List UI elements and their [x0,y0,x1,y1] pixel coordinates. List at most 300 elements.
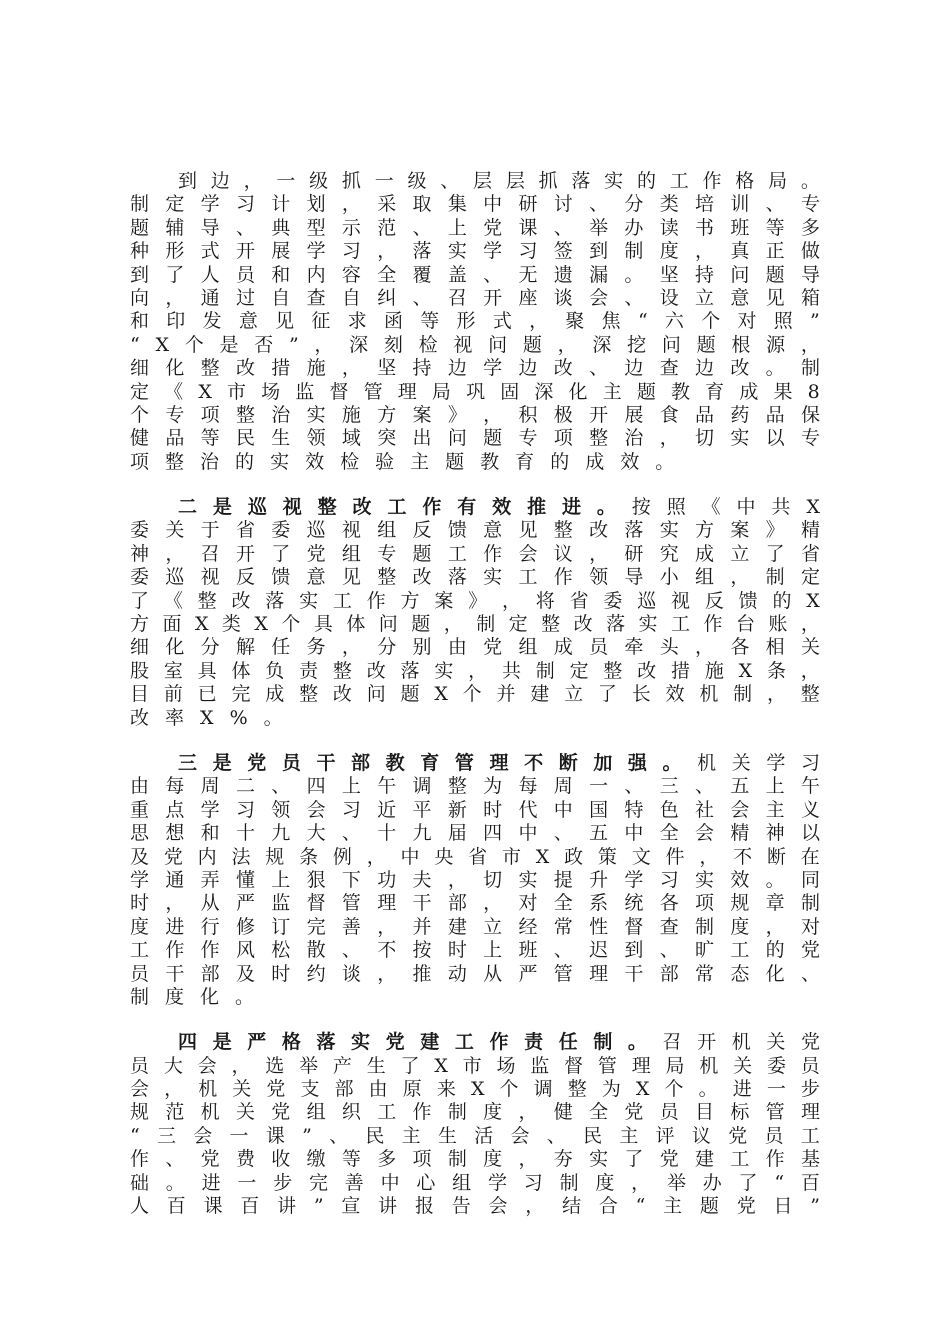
text-char: 整 [197,589,217,612]
text-char: 特 [624,798,644,821]
text-char: 新 [447,798,467,821]
text-char: 个 [499,1078,519,1101]
text-char: ， [377,962,397,985]
text-char: ， [695,636,715,659]
text-char: 通 [200,286,220,309]
text-char: 场 [261,380,281,403]
text-char: 落 [606,613,626,636]
text-char: ， [341,636,361,659]
text-char: 习 [659,868,679,891]
text-char: 过 [235,286,255,309]
text-char: “ [637,310,648,333]
text-char: 制 [695,915,715,938]
text-char: 推 [412,962,432,985]
text-char: 查 [306,286,326,309]
text-char: 党 [659,1148,679,1171]
text-char: 题 [765,263,785,286]
text-char: 党 [483,216,503,239]
text-char: 实 [483,566,503,589]
text-char: 正 [765,240,785,263]
text-char: 报 [414,1195,434,1218]
text-char: 党 [728,1124,748,1147]
text-char: 由 [130,775,150,798]
heading-char: 任 [558,1031,578,1054]
text-char: 机 [198,1078,218,1101]
text-line [130,170,820,193]
text-char: 成 [585,450,605,473]
text-char: 党 [736,1195,756,1218]
text-char: 专 [800,193,820,216]
text-char: 民 [365,1124,385,1147]
text-char: 实 [589,1148,609,1171]
text-char: 焦 [601,310,621,333]
text-char: 会 [730,798,750,821]
text-char: 工 [671,613,691,636]
text-char: 改 [730,357,750,380]
text-char: 中 [380,1171,400,1194]
text-char: ” [302,1124,312,1147]
text-char: 分 [200,636,220,659]
text-char: 制 [535,659,555,682]
heading-char: 是 [212,1031,232,1054]
text-char: 实 [695,868,715,891]
text-char: 立 [564,683,584,706]
text-char: 整 [200,357,220,380]
text-char: ， [659,427,679,450]
text-char: 每 [165,775,185,798]
text-char: 题 [699,1195,719,1218]
text-char: 聚 [565,310,585,333]
text-char: 开 [589,403,609,426]
text-char: ， [557,333,577,356]
text-char: 中 [624,822,644,845]
text-char: 迟 [589,939,609,962]
text-char: 成 [553,636,573,659]
text-char: ， [468,659,488,682]
text-char: 定 [508,613,528,636]
text-char: 体 [231,659,251,682]
text-char: ， [377,915,397,938]
text-char: 党 [266,1078,286,1101]
text-char: 巡 [306,519,326,542]
text-char: 成 [695,542,715,565]
text-line [130,496,820,519]
text-char: 具 [313,613,333,636]
text-char: 化 [765,962,785,985]
text-char: 深 [592,333,612,356]
text-char: “ [635,1195,646,1218]
text-char: 无 [518,263,538,286]
text-char: 重 [130,798,150,821]
text-char: 松 [271,939,291,962]
text-char: 求 [347,310,367,333]
text-char: 党 [271,1101,291,1124]
text-char: 层 [505,170,525,192]
text-char: 规 [265,845,285,868]
text-char: 机 [731,1031,751,1054]
text-char: 域 [341,427,361,450]
text-char: 理 [631,1054,651,1077]
text-char: 大 [306,822,326,845]
text-char: 、 [546,1124,566,1147]
text-char: 章 [765,892,785,915]
text-char: 和 [271,263,291,286]
text-char: 盖 [447,263,467,286]
heading-char: 作 [489,1031,509,1054]
text-line [130,963,820,986]
text-char: 委 [766,1054,786,1077]
text-char: 签 [553,240,573,263]
text-char: 化 [165,636,185,659]
text-char: 干 [412,892,432,915]
text-char: 善 [344,1171,364,1194]
text-char: 积 [518,403,538,426]
text-char: 题 [696,333,716,356]
text-char: 负 [265,659,285,682]
text-char: 了 [624,1148,644,1171]
heading-char: 改 [352,496,372,519]
text-char: 人 [200,263,220,286]
text-char: 项 [130,450,150,473]
text-char: 馈 [271,566,291,589]
text-char: 组 [341,542,361,565]
text-char: 育 [705,380,725,403]
text-line [130,799,820,822]
text-char: % [229,706,248,729]
text-char: 省 [468,845,488,868]
text-char: 定 [130,380,150,403]
text-char: 办 [624,216,644,239]
text-char: 头 [659,636,679,659]
text-char: X [200,706,214,729]
text-char: 到 [130,263,150,286]
text-char: 整 [541,613,561,636]
text-char: 、 [553,939,573,962]
text-char: 落 [265,589,285,612]
text-char: 整 [589,427,609,450]
text-char: 意 [306,566,326,589]
text-char: 刻 [383,333,403,356]
text-char: 不 [733,845,753,868]
text-char: 作 [702,170,722,192]
text-char: 一 [766,1078,786,1101]
text-char: 狠 [306,868,326,891]
text-char: 中 [483,193,503,216]
text-char: 的 [636,170,656,192]
text-char: 管 [765,1101,785,1124]
text-char: 国 [589,798,609,821]
text-char: 边 [695,357,715,380]
text-char: 作 [165,939,185,962]
text-char: 省 [800,542,820,565]
text-char: 对 [518,892,538,915]
text-char: ， [766,683,786,706]
heading-char: 党 [247,751,267,774]
text-char: 工 [518,566,538,589]
heading-char: 管 [454,751,474,774]
heading-char: 断 [558,751,578,774]
text-char: 上 [341,775,361,798]
text-char: 收 [271,1148,291,1171]
text-char: 会 [518,542,538,565]
text-char: X [470,1078,485,1101]
text-char: 持 [412,357,432,380]
text-char: 、 [624,775,644,798]
text-char: 结 [562,1195,582,1218]
text-char: 对 [800,915,820,938]
text-char: 产 [332,1054,352,1077]
text-char: 、 [271,775,291,798]
text-char: 。 [765,868,785,891]
heading-char: 是 [212,751,232,774]
text-char: 式 [200,240,220,263]
text-line [130,590,820,613]
text-char: 一 [276,170,296,192]
text-char: ， [483,892,503,915]
text-char: 照 [773,310,793,333]
text-char: 改 [231,589,251,612]
text-char: 三 [156,1124,176,1147]
text-line [130,775,820,798]
text-char: 作 [200,939,220,962]
text-char: 别 [412,636,432,659]
text-char: 态 [730,962,750,985]
text-char: 习 [523,1171,543,1194]
text-char: 思 [130,822,150,845]
text-char: 项 [200,403,220,426]
text-char: 问 [730,263,750,286]
text-char: 午 [377,775,397,798]
text-char: 二 [235,775,255,798]
text-char: 等 [765,216,785,239]
text-char: 人 [130,1195,150,1218]
text-char: 整 [553,519,573,542]
text-char: 开 [483,286,503,309]
heading-char: 部 [351,751,371,774]
text-char: 社 [695,798,715,821]
text-char: 各 [659,892,679,915]
text-char: 学 [483,240,503,263]
text-char: 问 [488,333,508,356]
text-char: 关 [232,1078,252,1101]
text-char: 。 [698,1078,718,1101]
text-char: 股 [130,659,150,682]
text-char: 实 [447,240,467,263]
text-char: 根 [731,333,751,356]
text-char: 健 [553,1101,573,1124]
text-char: 制 [624,240,644,263]
text-char: ， [518,1101,538,1124]
text-char: 、 [695,775,715,798]
text-char: 干 [165,962,185,985]
text-char: 边 [447,357,467,380]
text-char: 会 [197,1054,217,1077]
text-char: 共 [501,659,521,682]
text-char: 深 [534,380,554,403]
text-line [130,660,820,683]
text-line [130,451,820,474]
text-char: 午 [800,775,820,798]
text-char: 部 [659,962,679,985]
text-char: 议 [553,542,573,565]
text-char: 民 [235,427,255,450]
text-char: 党 [800,939,820,962]
text-char: 展 [624,403,644,426]
text-char: 建 [695,1148,715,1171]
heading-char: 。 [662,751,682,774]
text-char: 题 [445,450,465,473]
text-char: 及 [235,962,255,985]
text-char: 组 [306,1101,326,1124]
text-char: 全 [377,263,397,286]
text-char: 否 [254,333,274,356]
text-char: 点 [165,798,185,821]
text-char: 组 [452,1171,472,1194]
text-line [130,1078,820,1101]
text-char: 施 [306,357,326,380]
text-char: 效 [620,450,640,473]
text-char: 民 [583,1124,603,1147]
text-char: 项 [695,892,715,915]
text-char: 制 [447,1148,467,1171]
text-line [130,1031,820,1054]
text-char: 学 [130,868,150,891]
text-char: 关 [165,519,185,542]
text-char: 省 [569,589,589,612]
text-char: 实 [434,659,454,682]
text-char: 性 [589,915,609,938]
text-char: 了 [271,542,291,565]
text-char: 改 [637,659,657,682]
text-char: 保 [800,403,820,426]
text-char: 制 [130,985,150,1008]
text-char: 九 [412,822,432,845]
text-char: 视 [453,333,473,356]
text-char: 委 [130,519,150,542]
text-char: 专 [518,427,538,450]
text-char: 做 [800,240,820,263]
text-char: 题 [636,380,656,403]
text-char: 整 [299,683,319,706]
text-char: 深 [349,333,369,356]
text-char: 生 [366,1054,386,1077]
text-char: 选 [265,1054,285,1077]
text-char: 一 [589,775,609,798]
text-char: 心 [416,1171,436,1194]
text-line [130,939,820,962]
text-char: 届 [447,822,467,845]
text-char: 党 [163,845,183,868]
text-char: 室 [163,659,183,682]
text-char: 工 [730,1148,750,1171]
text-char: 整 [800,683,820,706]
text-char: 周 [200,775,220,798]
text-char: ” [288,333,299,356]
text-char: 题 [412,542,432,565]
text-char: 内 [306,263,326,286]
text-char: 文 [631,845,651,868]
text-char: “ [130,333,140,356]
text-char: 实 [306,403,326,426]
text-char: 视 [671,589,691,612]
text-char: 合 [598,1195,618,1218]
text-char: 、 [589,193,609,216]
text-line [130,752,820,775]
text-char: 将 [535,589,555,612]
text-char: 中 [400,845,420,868]
text-char: 办 [702,1171,722,1194]
text-char: 会 [589,286,609,309]
text-char: 善 [341,915,361,938]
text-char: 务 [306,636,326,659]
text-char: 学 [624,868,644,891]
text-char: 时 [483,798,503,821]
text-char: 机 [697,751,717,774]
text-char: 意 [483,519,503,542]
text-char: 制 [559,1171,579,1194]
text-char: 实 [270,450,290,473]
text-char: 个 [664,1078,684,1101]
text-char: 真 [730,240,750,263]
text-char: 措 [271,357,291,380]
text-char: 一 [237,1171,257,1194]
text-char: 发 [202,310,222,333]
text-char: 定 [165,193,185,216]
text-char: 了 [738,1171,758,1194]
text-char: 、 [341,939,361,962]
text-char: ， [231,1054,251,1077]
text-char: 监 [530,1054,550,1077]
text-char: 成 [739,380,759,403]
text-char: 不 [377,939,397,962]
text-char: 础 [130,1171,150,1194]
text-char: 改 [366,659,386,682]
text-char: 等 [420,310,440,333]
text-char: 内 [197,845,217,868]
text-char: 、 [659,939,679,962]
text-char: 问 [378,613,398,636]
text-char: 落 [412,240,432,263]
text-char: 课 [518,216,538,239]
text-char: 解 [235,636,255,659]
text-char: 个 [462,683,482,706]
text-char: 改 [573,613,593,636]
text-char: 告 [451,1195,471,1218]
text-char: 型 [306,216,326,239]
text-char: 时 [447,939,467,962]
text-char: 组 [518,636,538,659]
text-char: 。 [235,985,255,1008]
text-char: 落 [447,566,467,589]
text-char: 落 [624,519,644,542]
text-char: 个 [184,333,204,356]
text-char: 动 [447,962,467,985]
text-char: 制 [800,357,820,380]
text-char: 展 [271,240,291,263]
text-char: 生 [437,1124,457,1147]
text-char: ， [164,1078,184,1101]
text-char: 治 [200,450,220,473]
text-char: 抓 [538,170,558,192]
text-char: 员 [800,1054,820,1077]
text-char: 等 [341,1148,361,1171]
text-char: 训 [730,193,750,216]
text-char: 专 [165,403,185,426]
text-char: 《 [163,589,183,612]
text-char: 会 [695,822,715,845]
text-char: 。 [263,706,283,729]
text-char: 及 [130,845,150,868]
